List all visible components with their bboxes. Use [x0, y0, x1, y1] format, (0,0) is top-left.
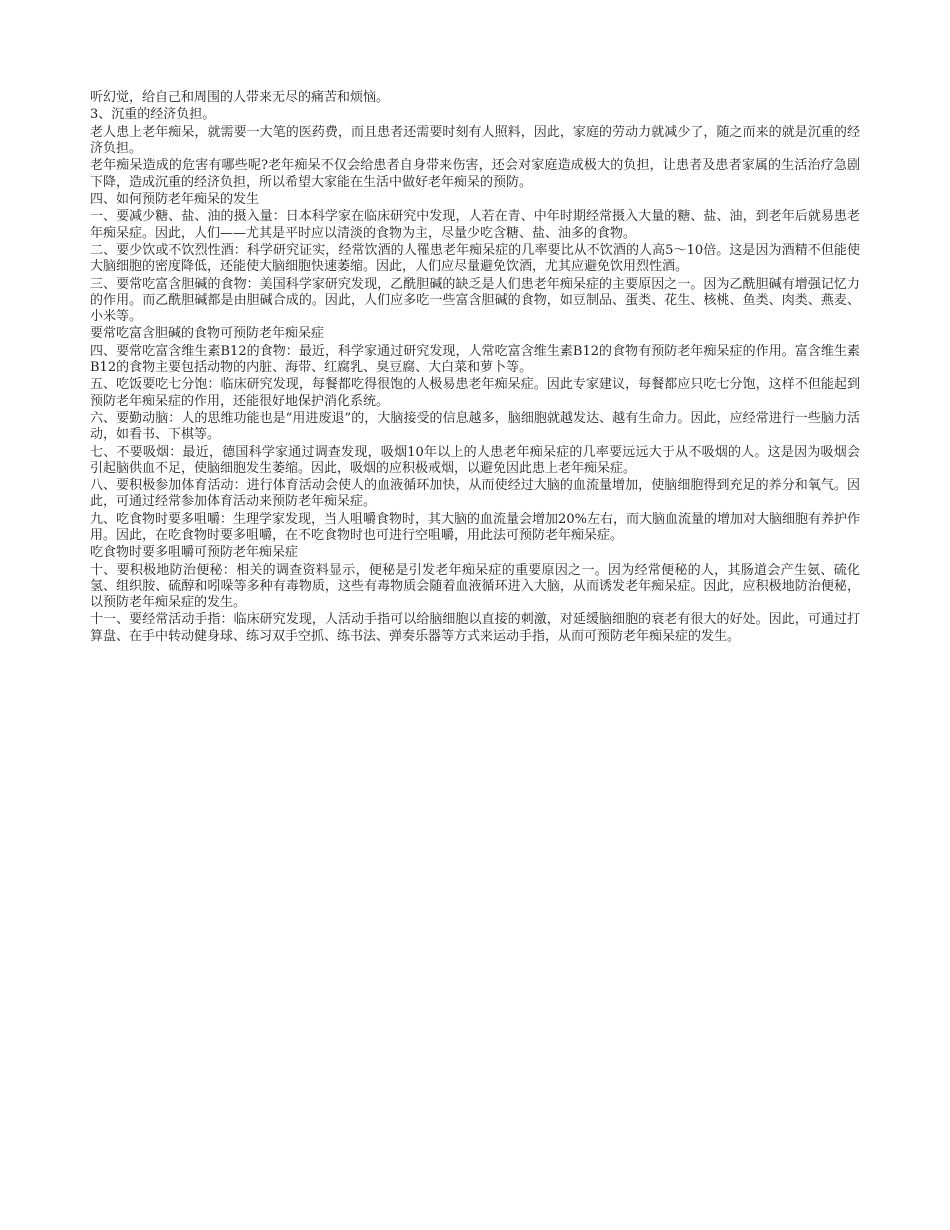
paragraph-tip-5: 五、吃饭要吃七分饱：临床研究发现，每餐都吃得很饱的人极易患老年痴呆症。因此专家建议，每餐都应只吃七分饱，这样不但能起到预防老年痴呆症的作用，还能很好地保护消化系统。 [90, 377, 860, 409]
paragraph-tip-7: 七、不要吸烟：最近，德国科学家通过调查发现，吸烟10年以上的人患老年痴呆症的几率要远远大于从不吸烟的人。这是因为吸烟会引起脑供血不足，使脑细胞发生萎缩。因此，吸烟的应积极戒烟，以避免因此患上老年痴呆症。 [90, 444, 860, 476]
paragraph-harm-summary: 老年痴呆造成的危害有哪些呢?老年痴呆不仅会给患者自身带来伤害，还会对家庭造成极大的负担，让患者及患者家属的生活治疗急剧下降，造成沉重的经济负担，所以希望大家能在生活中做好老年痴呆的预防。 [90, 158, 860, 190]
subheading-chewing: 吃食物时要多咀嚼可预防老年痴呆症 [90, 545, 299, 561]
heading-economic-burden: 3、沉重的经济负担。 [90, 107, 216, 123]
paragraph-economic-burden: 老人患上老年痴呆，就需要一大笔的医药费，而且患者还需要时刻有人照料，因此，家庭的劳动力就减少了，随之而来的就是沉重的经济负担。 [90, 124, 860, 156]
paragraph-tip-8: 八、要积极参加体育活动：进行体育活动会使人的血液循环加快，从而使经过大脑的血流量增加，使脑细胞得到充足的养分和氧气。因此，可通过经常参加体育活动来预防老年痴呆症。 [90, 478, 860, 510]
paragraph-tip-9: 九、吃食物时要多咀嚼：生理学家发现，当人咀嚼食物时，其大脑的血流量会增加20%左右，而大脑血流量的增加对大脑细胞有养护作用。因此，在吃食物时要多咀嚼，在不吃食物时也可进行空咀嚼，用此法可预防老年痴呆症。 [90, 511, 860, 543]
paragraph-tip-3: 三、要常吃富含胆碱的食物：美国科学家研究发现，乙酰胆碱的缺乏是人们患老年痴呆症的主要原因之一。因为乙酰胆碱有增强记忆力的作用。而乙酰胆碱都是由胆碱合成的。因此，人们应多吃一些富含胆碱的食物，如豆制品、蛋类、花生、核桃、鱼类、肉类、燕麦、小米等。 [90, 276, 860, 324]
paragraph-tip-4: 四、要常吃富含维生素B12的食物：最近，科学家通过研究发现，人常吃富含维生素B12的食物有预防老年痴呆症的作用。富含维生素B12的食物主要包括动物的内脏、海带、红腐乳、臭豆腐、大白菜和萝卜等。 [90, 343, 860, 375]
paragraph-tip-2: 二、要少饮或不饮烈性酒：科学研究证实，经常饮酒的人罹患老年痴呆症的几率要比从不饮酒的人高5～10倍。这是因为酒精不但能使大脑细胞的密度降低，还能使大脑细胞快速萎缩。因此，人们应尽量避免饮酒，尤其应避免饮用烈性酒。 [90, 242, 860, 275]
paragraph-intro-continuation: 听幻觉，给自己和周围的人带来无尽的痛苦和烦恼。 [90, 90, 390, 105]
paragraph-tip-10: 十、要积极地防治便秘：相关的调查资料显示，便秘是引发老年痴呆症的重要原因之一。因为经常便秘的人，其肠道会产生氨、硫化氢、组织胺、硫醇和吲哚等多种有毒物质，这些有毒物质会随着血液循环进入大脑，从而诱发老年痴呆症。因此，应积极地防治便秘，以预防老年痴呆症的发生。 [90, 562, 860, 611]
document-page [90, 90, 860, 646]
subheading-choline: 要常吃富含胆碱的食物可预防老年痴呆症 [90, 326, 325, 342]
paragraph-tip-11: 十一、要经常活动手指：临床研究发现，人活动手指可以给脑细胞以直接的刺激，对延缓脑细胞的衰老有很大的好处。因此，可通过打算盘、在手中转动健身球、练习双手空抓、练书法、弹奏乐器等方式来运动手指，从而可预防老年痴呆症的发生。 [90, 612, 860, 644]
paragraph-tip-1: 一、要减少糖、盐、油的摄入量：日本科学家在临床研究中发现，人若在青、中年时期经常摄入大量的糖、盐、油，到老年后就易患老年痴呆症。因此，人们——尤其是平时应以清淡的食物为主，尽量少吃含糖、盐、油多的食物。 [90, 209, 860, 241]
paragraph-tip-6: 六、要勤动脑：人的思维功能也是“用进废退”的，大脑接受的信息越多，脑细胞就越发达、越有生命力。因此，应经常进行一些脑力活动，如看书、下棋等。 [90, 410, 860, 443]
heading-prevention: 四、如何预防老年痴呆的发生 [90, 191, 260, 207]
